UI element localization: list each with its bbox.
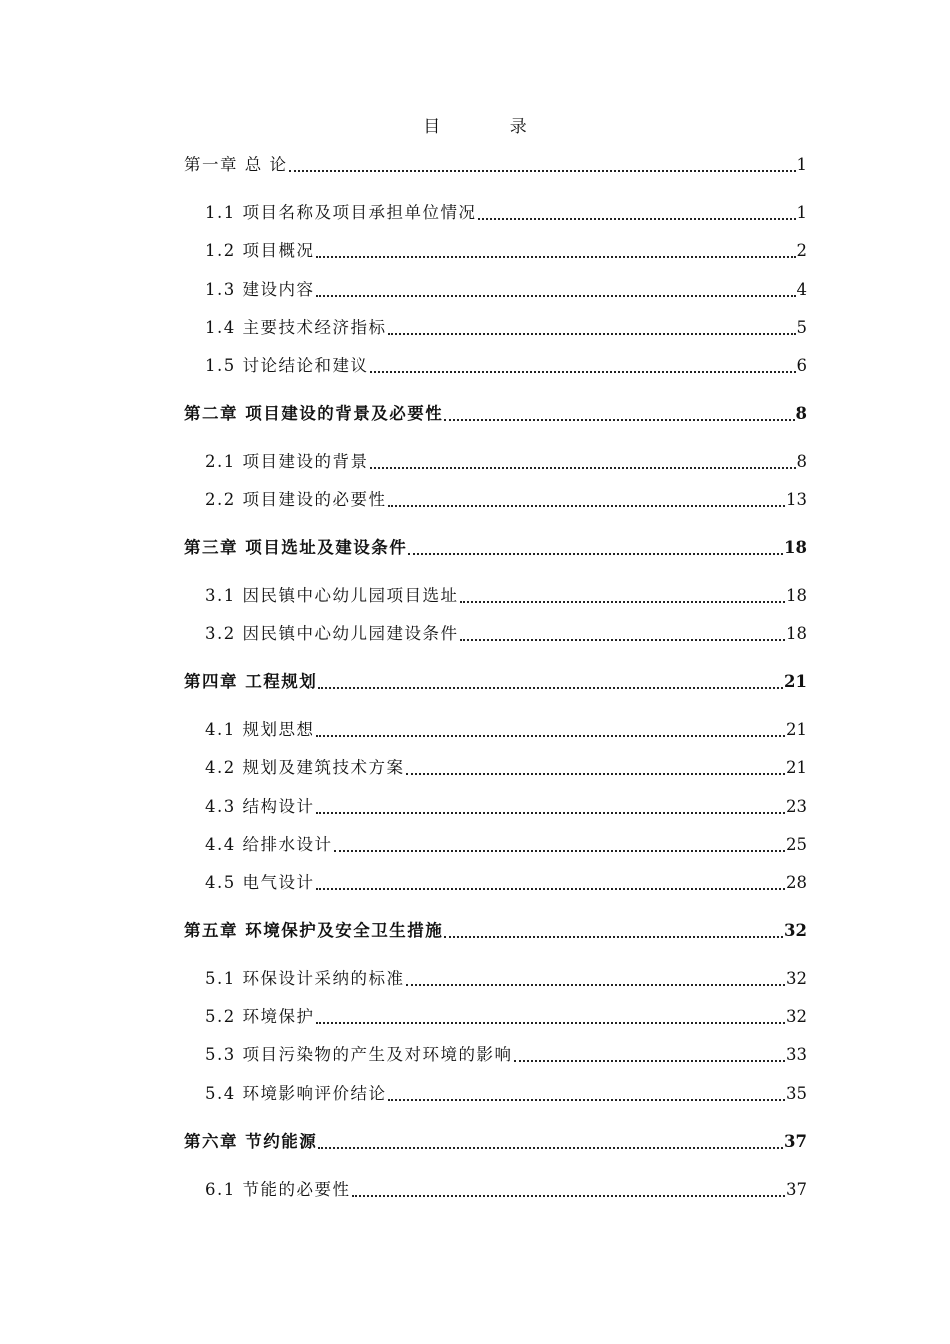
toc-page-number: 1 — [796, 155, 807, 174]
dot-leader — [351, 1178, 787, 1202]
toc-entry-label: 5.1 环保设计采纳的标准 — [205, 969, 405, 988]
toc-section-5-2[interactable] — [205, 1005, 807, 1029]
toc-page-number: 25 — [786, 835, 807, 854]
dot-leader — [407, 536, 784, 560]
toc-page-number: 18 — [786, 624, 807, 643]
toc-section-1-4[interactable] — [205, 316, 807, 340]
toc-entry-label: 1.3 建设内容 — [205, 280, 315, 299]
toc-section-4-5[interactable] — [205, 871, 807, 895]
toc-section-4-2[interactable] — [205, 756, 807, 780]
toc-chapter-1[interactable] — [184, 153, 807, 177]
toc-page-number: 23 — [786, 797, 807, 816]
toc-entry-label: 5.2 环境保护 — [205, 1007, 315, 1026]
toc-entry-label: 1.2 项目概况 — [205, 241, 315, 260]
toc-entry-label: 5.4 环境影响评价结论 — [205, 1084, 387, 1103]
toc-page-number: 8 — [796, 452, 807, 471]
toc-entry-label: 3.1 因民镇中心幼儿园项目选址 — [205, 586, 459, 605]
toc-page-number: 28 — [786, 873, 807, 892]
dot-leader — [288, 153, 797, 177]
toc-chapter-2[interactable] — [184, 402, 807, 426]
dot-leader — [317, 670, 784, 694]
toc-section-1-1[interactable] — [205, 201, 807, 225]
toc-entry-label: 第四章 工程规划 — [184, 672, 318, 691]
dot-leader — [315, 718, 787, 742]
toc-page-number: 35 — [786, 1084, 807, 1103]
toc-section-1-5[interactable] — [205, 354, 807, 378]
toc-page-number: 6 — [796, 356, 807, 375]
toc-entry-label: 4.2 规划及建筑技术方案 — [205, 758, 405, 777]
dot-leader — [315, 239, 797, 263]
toc-page-number: 2 — [796, 241, 807, 260]
dot-leader — [387, 1082, 787, 1106]
toc-entry-label: 3.2 因民镇中心幼儿园建设条件 — [205, 624, 459, 643]
toc-entry-label: 1.5 讨论结论和建议 — [205, 356, 369, 375]
toc-entry-label: 5.3 项目污染物的产生及对环境的影响 — [205, 1045, 513, 1064]
toc-page-number: 1 — [796, 203, 807, 222]
toc-entry-label: 2.2 项目建设的必要性 — [205, 490, 387, 509]
toc-section-3-2[interactable] — [205, 622, 807, 646]
toc-chapter-5[interactable] — [184, 919, 807, 943]
toc-section-4-1[interactable] — [205, 718, 807, 742]
toc-section-1-2[interactable] — [205, 239, 807, 263]
toc-section-5-3[interactable] — [205, 1043, 807, 1067]
toc-page-number: 32 — [784, 921, 807, 940]
toc-chapter-4[interactable] — [184, 670, 807, 694]
toc-page-number: 21 — [786, 758, 807, 777]
toc-entry-label: 1.1 项目名称及项目承担单位情况 — [205, 203, 477, 222]
toc-section-2-1[interactable] — [205, 450, 807, 474]
toc-page-number: 13 — [786, 490, 807, 509]
toc-page-number: 32 — [786, 1007, 807, 1026]
dot-leader — [369, 354, 797, 378]
toc-entry-label: 第二章 项目建设的背景及必要性 — [184, 404, 444, 423]
dot-leader — [477, 201, 797, 225]
toc-section-4-3[interactable] — [205, 795, 807, 819]
toc-page-number: 32 — [786, 969, 807, 988]
dot-leader — [315, 1005, 787, 1029]
toc-page-number: 5 — [796, 318, 807, 337]
toc-title: 目 录 — [423, 117, 559, 137]
toc-section-4-4[interactable] — [205, 833, 807, 857]
toc-entry-label: 4.1 规划思想 — [205, 720, 315, 739]
toc-entry-label: 4.3 结构设计 — [205, 797, 315, 816]
dot-leader — [369, 450, 797, 474]
dot-leader — [315, 278, 797, 302]
dot-leader — [513, 1043, 787, 1067]
toc-entry-label: 2.1 项目建设的背景 — [205, 452, 369, 471]
dot-leader — [387, 488, 787, 512]
dot-leader — [459, 584, 787, 608]
dot-leader — [443, 919, 784, 943]
toc-chapter-3[interactable] — [184, 536, 807, 560]
dot-leader — [333, 833, 787, 857]
toc-page-number: 4 — [796, 280, 807, 299]
toc-page-number: 21 — [786, 720, 807, 739]
toc-section-1-3[interactable] — [205, 278, 807, 302]
toc-section-3-1[interactable] — [205, 584, 807, 608]
toc-entry-label: 4.5 电气设计 — [205, 873, 315, 892]
dot-leader — [405, 756, 787, 780]
toc-chapter-6[interactable] — [184, 1130, 807, 1154]
toc-section-6-1[interactable] — [205, 1178, 807, 1202]
toc-section-5-1[interactable] — [205, 967, 807, 991]
toc-section-2-2[interactable] — [205, 488, 807, 512]
toc-page-number: 21 — [784, 672, 807, 691]
dot-leader — [443, 402, 795, 426]
toc-page-number: 33 — [786, 1045, 807, 1064]
toc-entry-label: 第五章 环境保护及安全卫生措施 — [184, 921, 444, 940]
dot-leader — [315, 871, 787, 895]
toc-entry-label: 4.4 给排水设计 — [205, 835, 333, 854]
toc-section-5-4[interactable] — [205, 1082, 807, 1106]
dot-leader — [459, 622, 787, 646]
toc-entry-label: 第六章 节约能源 — [184, 1132, 318, 1151]
toc-page-number: 37 — [784, 1132, 807, 1151]
toc-entry-label: 第三章 项目选址及建设条件 — [184, 538, 408, 557]
toc-page-number: 37 — [786, 1180, 807, 1199]
toc-page-number: 18 — [786, 586, 807, 605]
toc-entry-label: 第一章 总 论 — [184, 155, 288, 174]
dot-leader — [405, 967, 787, 991]
dot-leader — [387, 316, 797, 340]
toc-page-number: 8 — [795, 404, 807, 423]
toc-entry-label: 1.4 主要技术经济指标 — [205, 318, 387, 337]
dot-leader — [317, 1130, 784, 1154]
dot-leader — [315, 795, 787, 819]
toc-entry-label: 6.1 节能的必要性 — [205, 1180, 351, 1199]
toc-page-number: 18 — [784, 538, 807, 557]
